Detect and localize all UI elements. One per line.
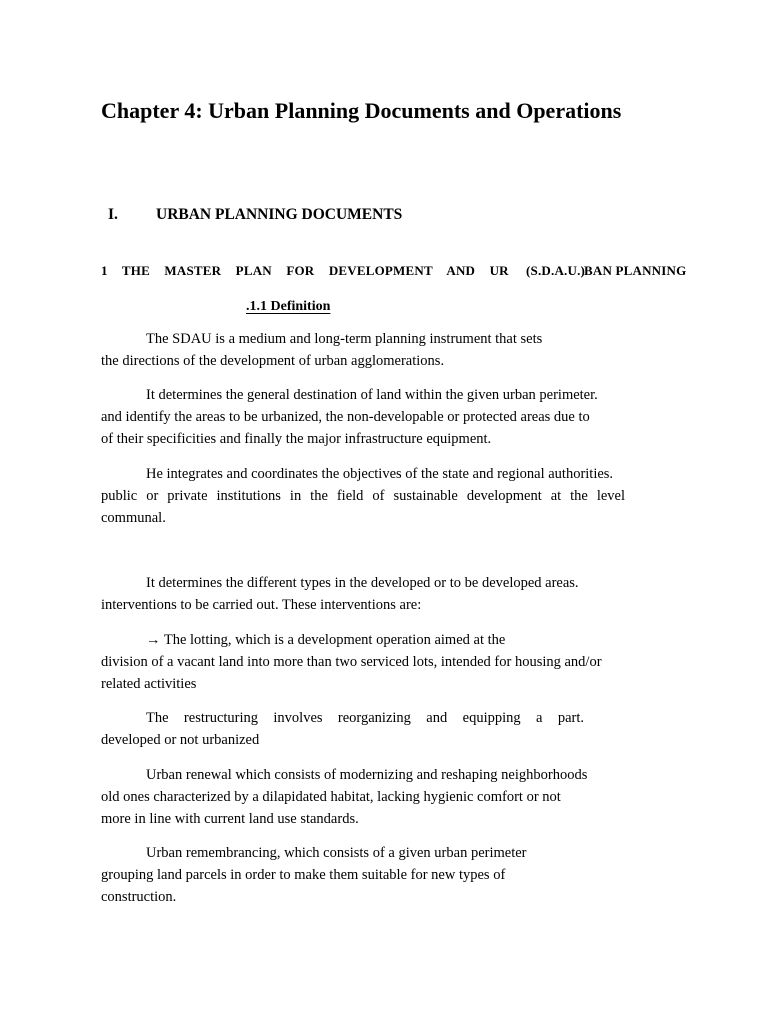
paragraph-3-line-1: He integrates and coordinates the objectives of the state and regional authorities.	[146, 466, 614, 482]
paragraph-7-line-1: Urban renewal which consists of modernizing and reshaping neighborhoods	[146, 767, 588, 783]
paragraph-8-line-2: grouping land parcels in order to make them suitable for new types of	[101, 867, 506, 883]
paragraph-5-line-3: related activities	[101, 676, 197, 692]
paragraph-1-line-1: The SDAU is a medium and long-term planning instrument that sets	[146, 331, 543, 347]
paragraph-4-line-1: It determines the different types in the developed or to be developed areas.	[146, 575, 579, 591]
paragraph-6-line-1: The restructuring involves reorganizing and equipping a part.	[146, 710, 584, 726]
paragraph-2-line-3: of their specificities and finally the major infrastructure equipment.	[101, 431, 492, 447]
subsection-heading: 1 THE MASTER PLAN FOR DEVELOPMENT AND UR	[101, 263, 509, 278]
paragraph-8-line-1: Urban remembrancing, which consists of a given urban perimeter	[146, 845, 527, 861]
section-number: I.	[108, 206, 118, 223]
paragraph-7-line-3: more in line with current land use standards.	[101, 811, 359, 827]
section-title: URBAN PLANNING DOCUMENTS	[156, 206, 403, 223]
paragraph-6-line-2: developed or not urbanized	[101, 732, 260, 748]
paragraph-2-line-2: and identify the areas to be urbanized, the non-developable or protected areas due to	[101, 409, 590, 425]
paragraph-5-line-1: → The lotting, which is a development operation aimed at the	[146, 632, 506, 648]
paragraph-2-line-1: It determines the general destination of land within the given urban perimeter.	[146, 387, 598, 403]
subsection-abbreviation: (S.D.A.U.)	[526, 263, 586, 278]
paragraph-5-line-2: division of a vacant land into more than two serviced lots, intended for housing and/or	[101, 654, 602, 670]
definition-heading: .1.1 Definition	[246, 299, 331, 314]
paragraph-3-line-3: communal.	[101, 510, 166, 526]
paragraph-3-line-2: public or private institutions in the field of sustainable development at the level	[101, 488, 625, 504]
subsection-heading-end: BAN PLANNING	[584, 263, 687, 278]
paragraph-1-line-2: the directions of the development of urban agglomerations.	[101, 353, 445, 369]
chapter-title: Chapter 4: Urban Planning Documents and Operations	[101, 98, 622, 123]
paragraph-7-line-2: old ones characterized by a dilapidated habitat, lacking hygienic comfort or not	[101, 789, 561, 805]
paragraph-4-line-2: interventions to be carried out. These interventions are:	[101, 597, 422, 613]
paragraph-8-line-3: construction.	[101, 889, 177, 905]
